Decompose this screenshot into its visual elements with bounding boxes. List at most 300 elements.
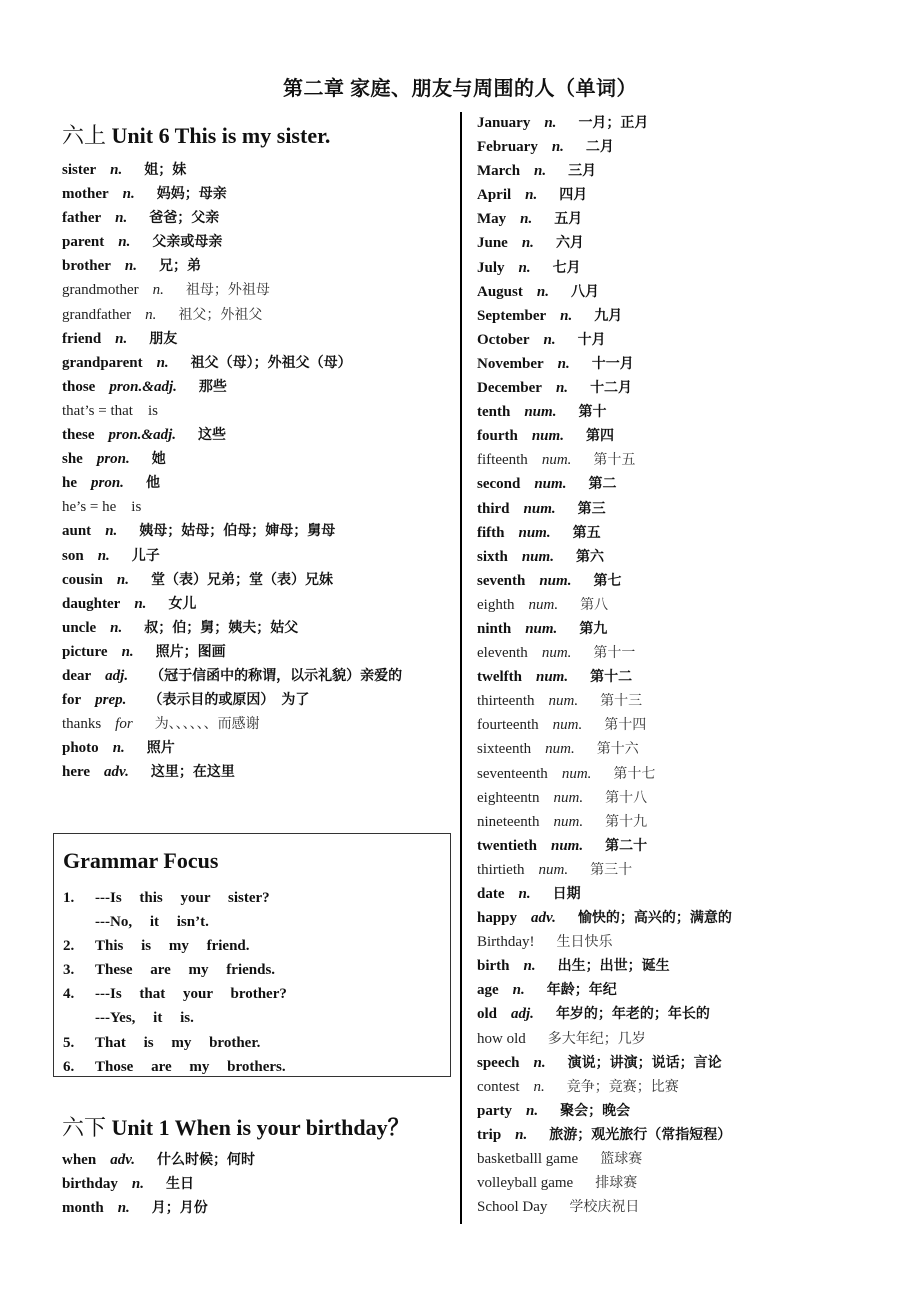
grammar-line (63, 934, 450, 958)
word-entry (477, 280, 907, 304)
word-english: second (477, 476, 521, 493)
word-part-of-speech: n. (521, 235, 534, 252)
word-english: June (477, 235, 508, 252)
word-entry (477, 978, 907, 1002)
word-part-of-speech: n. (533, 1054, 546, 1071)
word-part-of-speech: n. (557, 355, 570, 372)
word-chinese: 第十四 (604, 717, 647, 734)
word-entry (477, 617, 907, 641)
word-chinese: 第十二 (590, 669, 633, 686)
word-part-of-speech: n. (116, 571, 129, 588)
word-chinese: 七月 (552, 259, 581, 276)
word-english: month (62, 1200, 104, 1217)
word-part-of-speech: pron.&adj. (109, 378, 177, 395)
word-english: brother (62, 258, 111, 275)
grammar-line-number: 5. (63, 1034, 75, 1051)
grammar-line-number: 1. (63, 890, 75, 906)
word-chinese: 爸爸；父亲 (149, 210, 220, 227)
word-chinese: 出生；出世；诞生 (557, 958, 670, 975)
word-english: Birthday! (477, 934, 535, 951)
word-english: grandfather (62, 306, 132, 323)
word-english: seventeenth (477, 765, 548, 782)
word-english: he’s = he is (62, 499, 142, 516)
word-chinese: 年岁的；年老的；年长的 (555, 1006, 710, 1023)
word-part-of-speech: n. (110, 619, 123, 636)
word-chinese: 第十一 (593, 645, 636, 662)
word-entry (62, 158, 450, 182)
word-entry (477, 930, 907, 954)
word-english: grandparent (62, 354, 143, 371)
word-chinese: 九月 (594, 307, 623, 324)
word-chinese: 篮球赛 (600, 1151, 643, 1168)
word-entry (477, 810, 907, 834)
word-entry (477, 159, 907, 183)
word-chinese: 第十六 (596, 741, 639, 758)
word-chinese: 日期 (552, 886, 581, 902)
unit6-heading-en: Unit 6 This is my sister. (111, 123, 331, 148)
word-part-of-speech: n. (117, 1200, 130, 1217)
unit1-section (62, 1110, 450, 1220)
word-chinese: 学校庆祝日 (569, 1199, 640, 1216)
grammar-focus-box (53, 833, 451, 1077)
word-entry (62, 592, 450, 616)
word-english: photo (62, 740, 99, 757)
word-part-of-speech: n. (152, 282, 164, 299)
grammar-line-text: Those are my brothers. (95, 1058, 286, 1075)
word-entry (62, 471, 450, 495)
word-chinese: 多大年纪；几岁 (547, 1030, 646, 1047)
word-part-of-speech: n. (560, 307, 573, 324)
word-entry (62, 399, 450, 423)
word-part-of-speech: n. (555, 380, 569, 397)
word-part-of-speech: num. (528, 596, 559, 613)
word-part-of-speech: n. (105, 523, 118, 540)
word-part-of-speech: adv. (531, 910, 556, 927)
word-entry (62, 568, 450, 592)
right-column (477, 111, 907, 1219)
word-entry (62, 423, 450, 447)
word-english: October (477, 331, 530, 348)
word-chinese: 第七 (593, 572, 622, 589)
word-entry (62, 351, 450, 375)
word-entry (62, 447, 450, 471)
word-entry (62, 736, 450, 760)
word-english: July (477, 259, 505, 276)
word-english: speech (477, 1054, 520, 1071)
word-entry (477, 762, 907, 786)
word-chinese: 一月；正月 (578, 115, 649, 131)
word-part-of-speech: n. (118, 234, 131, 251)
word-chinese: 生日 (165, 1176, 194, 1193)
grammar-line (63, 1031, 450, 1055)
word-entry (477, 834, 907, 858)
grammar-line-text: ---Is this your sister? (95, 890, 270, 906)
word-part-of-speech: num. (545, 741, 575, 758)
word-chinese: 儿子 (131, 547, 160, 564)
word-part-of-speech: n. (543, 331, 556, 348)
word-entry (477, 786, 907, 810)
grammar-line-text: This is my friend. (95, 938, 250, 955)
left-column (62, 118, 450, 784)
word-english: seventh (477, 572, 526, 589)
word-entry (477, 1147, 907, 1171)
word-english: when (62, 1152, 97, 1168)
grammar-focus-title: Grammar Focus (63, 848, 219, 873)
word-english: daughter (62, 595, 121, 612)
word-english: old (477, 1006, 498, 1023)
word-entry (477, 882, 907, 906)
word-entry (477, 376, 907, 400)
word-entry (477, 545, 907, 569)
unit1-heading (62, 1110, 450, 1146)
word-chinese: 竞争；竞赛；比赛 (566, 1078, 679, 1095)
word-chinese: 妈妈；母亲 (156, 186, 227, 203)
word-chinese: 十一月 (591, 355, 634, 372)
word-entry (477, 737, 907, 761)
grammar-line-text: ---Is that your brother? (95, 986, 287, 1003)
word-entry (62, 712, 450, 736)
word-entry (62, 254, 450, 278)
word-entry (62, 519, 450, 543)
word-part-of-speech: num. (524, 404, 557, 421)
word-english: fifth (477, 524, 505, 541)
word-english: January (477, 115, 531, 131)
word-chinese: 十月 (577, 331, 606, 348)
word-english: nineteenth (477, 813, 540, 830)
word-entry (477, 1075, 907, 1099)
word-english: date (477, 886, 505, 902)
word-entry (477, 641, 907, 665)
word-chinese: 第九 (579, 620, 608, 637)
word-part-of-speech: n. (124, 258, 137, 275)
word-english: these (62, 427, 95, 444)
word-english: third (477, 500, 510, 517)
word-chinese: 第二 (588, 476, 617, 493)
word-part-of-speech: num. (551, 837, 584, 854)
word-part-of-speech: num. (541, 452, 572, 469)
word-english: birth (477, 958, 510, 975)
word-english: sixteenth (477, 741, 532, 758)
word-english: birthday (62, 1176, 118, 1193)
word-chinese: 生日快乐 (556, 934, 613, 951)
word-entry (477, 472, 907, 496)
grammar-focus-list (63, 886, 450, 1079)
word-english: how old (477, 1030, 526, 1047)
word-entry (62, 206, 450, 230)
word-chinese: 为、、、、、、而感谢 (154, 716, 260, 733)
word-part-of-speech: adv. (110, 1152, 136, 1168)
word-chinese: 姐；妹 (144, 162, 187, 178)
word-english: dear (62, 667, 92, 684)
word-part-of-speech: num. (538, 861, 569, 878)
word-part-of-speech: adj. (105, 667, 129, 684)
word-part-of-speech: n. (121, 643, 134, 660)
word-entry (62, 640, 450, 664)
word-entry (62, 230, 450, 254)
grammar-line (63, 1006, 450, 1030)
word-entry (477, 1051, 907, 1075)
page-title: 第二章 家庭、朋友与周围的人（单词） (283, 78, 637, 100)
word-entry (477, 400, 907, 424)
word-entry (477, 183, 907, 207)
word-part-of-speech: n. (110, 162, 123, 178)
word-entry (62, 1148, 450, 1172)
unit1-heading-cn: 六下 (62, 1115, 107, 1140)
word-part-of-speech: num. (539, 572, 572, 589)
word-entry (62, 278, 450, 302)
word-entry (477, 1123, 907, 1147)
word-english: aunt (62, 523, 92, 540)
word-entry (477, 135, 907, 159)
word-part-of-speech: num. (518, 524, 551, 541)
word-part-of-speech: for (115, 716, 133, 733)
word-english: picture (62, 643, 108, 660)
word-part-of-speech: num. (552, 717, 583, 734)
word-english: friend (62, 330, 102, 347)
word-chinese: 堂（表）兄弟；堂（表）兄妹 (150, 571, 333, 588)
word-chinese: 照片 (146, 740, 175, 757)
word-chinese: 第二十 (605, 837, 648, 854)
unit6-heading (62, 118, 450, 154)
word-entry (62, 1196, 450, 1220)
right-word-list (477, 111, 907, 1219)
word-english: fifteenth (477, 452, 528, 469)
word-english: August (477, 283, 523, 300)
word-chinese: 第八 (580, 596, 609, 613)
word-entry (477, 448, 907, 472)
word-chinese: 五月 (554, 211, 583, 228)
unit1-word-list (62, 1148, 450, 1220)
word-part-of-speech: num. (553, 789, 584, 806)
word-english: mother (62, 186, 109, 203)
word-part-of-speech: n. (131, 1176, 144, 1193)
word-part-of-speech: adv. (104, 764, 129, 781)
word-chinese: 兄；弟 (158, 258, 201, 275)
word-entry (62, 303, 450, 327)
word-entry (477, 352, 907, 376)
word-chinese: 排球赛 (595, 1175, 638, 1192)
word-english: eighth (477, 596, 515, 613)
word-entry (477, 111, 907, 135)
word-english: she (62, 451, 83, 468)
word-part-of-speech: n. (115, 330, 128, 347)
word-part-of-speech: num. (536, 669, 569, 686)
word-entry (62, 182, 450, 206)
word-entry (62, 495, 450, 519)
word-entry (62, 1172, 450, 1196)
word-entry (477, 713, 907, 737)
word-part-of-speech: prep. (95, 692, 127, 709)
word-part-of-speech: n. (115, 210, 128, 227)
word-entry (477, 521, 907, 545)
word-entry (477, 1027, 907, 1051)
word-entry (62, 544, 450, 568)
word-chinese: 旅游；观光旅行（常指短程） (549, 1126, 732, 1143)
word-chinese: 父亲或母亲 (152, 234, 223, 251)
word-chinese: 照片；图画 (155, 643, 226, 660)
word-chinese: 月；月份 (151, 1200, 208, 1217)
word-english: February (477, 139, 538, 156)
word-chinese: 这些 (198, 427, 227, 444)
word-entry (62, 375, 450, 399)
word-part-of-speech: n. (134, 595, 147, 612)
word-english: fourth (477, 428, 518, 445)
word-entry (477, 689, 907, 713)
word-english: here (62, 764, 91, 781)
word-chinese: 第五 (572, 524, 601, 541)
word-entry (477, 1099, 907, 1123)
word-entry (62, 616, 450, 640)
unit1-heading-en: Unit 1 When is your birthday？ (111, 1115, 410, 1140)
grammar-line-text: These are my friends. (95, 962, 276, 979)
word-chinese: 第三十 (590, 861, 633, 878)
grammar-line-text: ---Yes, it is. (95, 1010, 194, 1027)
word-chinese: 第四 (585, 428, 614, 445)
unit6-word-list (62, 158, 450, 784)
word-part-of-speech: pron.&adj. (108, 427, 177, 444)
grammar-line-text: That is my brother. (95, 1034, 261, 1051)
word-part-of-speech: n. (515, 1126, 528, 1143)
word-chinese: 祖父；外祖父 (178, 306, 263, 323)
word-part-of-speech: n. (520, 211, 533, 228)
word-entry (477, 328, 907, 352)
word-english: twelfth (477, 669, 522, 686)
word-entry (62, 664, 450, 688)
word-part-of-speech: n. (551, 139, 564, 156)
word-english: twentieth (477, 837, 537, 854)
word-entry (477, 665, 907, 689)
word-english: those (62, 378, 96, 395)
grammar-line-text: ---No, it isn’t. (95, 914, 209, 931)
word-part-of-speech: num. (531, 428, 564, 445)
word-english: son (62, 547, 84, 564)
word-entry (62, 760, 450, 784)
word-part-of-speech: num. (523, 500, 556, 517)
word-part-of-speech: num. (521, 548, 554, 565)
word-english: uncle (62, 619, 97, 636)
word-english: trip (477, 1126, 502, 1143)
word-english: parent (62, 234, 105, 251)
column-divider (460, 112, 462, 1224)
word-part-of-speech: num. (553, 813, 584, 830)
word-chinese: 十二月 (590, 380, 633, 397)
word-english: eleventh (477, 645, 528, 662)
word-part-of-speech: n. (156, 354, 169, 371)
grammar-line-number: 4. (63, 986, 75, 1003)
word-part-of-speech: num. (548, 693, 579, 710)
grammar-line (63, 958, 450, 982)
word-entry (477, 1002, 907, 1026)
word-chinese: 第十 (578, 404, 607, 421)
word-part-of-speech: n. (97, 547, 110, 564)
word-chinese: 演说；讲演；说话；言论 (567, 1054, 722, 1071)
word-entry (62, 327, 450, 351)
word-english: for (62, 692, 82, 709)
word-english: grandmother (62, 282, 139, 299)
word-chinese: 三月 (568, 163, 597, 180)
word-part-of-speech: n. (112, 740, 125, 757)
word-english: tenth (477, 404, 511, 421)
word-entry (477, 593, 907, 617)
word-part-of-speech: n. (512, 982, 525, 999)
word-chinese: （冠于信函中的称谓，以示礼貌）亲爱的 (150, 667, 403, 684)
word-chinese: 年龄；年纪 (546, 982, 617, 999)
word-chinese: 二月 (585, 139, 614, 156)
word-english: father (62, 210, 102, 227)
word-part-of-speech: n. (526, 1102, 539, 1119)
word-chinese: 女儿 (168, 595, 197, 612)
word-part-of-speech: n. (534, 163, 547, 180)
word-chinese: 六月 (555, 235, 584, 252)
unit6-heading-cn: 六上 (62, 123, 107, 148)
word-english: April (477, 187, 512, 204)
word-chinese: 什么时候；何时 (157, 1152, 256, 1168)
word-english: happy (477, 910, 518, 927)
word-part-of-speech: n. (518, 259, 531, 276)
word-entry (477, 207, 907, 231)
word-entry (477, 497, 907, 521)
word-english: that’s = that is (62, 402, 158, 419)
word-entry (477, 231, 907, 255)
word-part-of-speech: adj. (511, 1006, 534, 1023)
word-part-of-speech: n. (536, 283, 549, 300)
word-part-of-speech: num. (541, 645, 572, 662)
word-part-of-speech: n. (533, 1078, 545, 1095)
word-chinese: （表示目的或原因） 为了 (148, 692, 310, 709)
word-chinese: 第六 (575, 548, 604, 565)
word-chinese: 祖父（母）；外祖父（母） (190, 354, 352, 371)
word-chinese: 朋友 (149, 330, 178, 347)
word-chinese: 第十三 (600, 693, 643, 710)
word-english: he (62, 475, 77, 492)
word-part-of-speech: n. (145, 306, 157, 323)
grammar-line (63, 910, 450, 934)
word-entry (62, 688, 450, 712)
word-part-of-speech: num. (525, 620, 558, 637)
word-chinese: 四月 (559, 187, 588, 204)
word-english: September (477, 307, 547, 324)
grammar-line-number: 6. (63, 1058, 75, 1075)
word-part-of-speech: pron. (91, 475, 124, 492)
word-english: fourteenth (477, 717, 539, 734)
word-english: party (477, 1102, 512, 1119)
word-entry (477, 304, 907, 328)
word-chinese: 叔；伯；舅；姨夫；姑父 (144, 619, 299, 636)
word-english: May (477, 211, 507, 228)
word-part-of-speech: n. (523, 958, 536, 975)
word-english: ninth (477, 620, 512, 637)
word-chinese: 聚会；晚会 (560, 1102, 631, 1119)
word-entry (477, 954, 907, 978)
word-chinese: 第十八 (605, 789, 648, 806)
word-entry (477, 569, 907, 593)
word-chinese: 这里；在这里 (150, 764, 235, 781)
word-chinese: 第三 (577, 500, 606, 517)
word-english: sister (62, 162, 97, 178)
word-english: sixth (477, 548, 508, 565)
word-part-of-speech: num. (561, 765, 592, 782)
word-english: March (477, 163, 521, 180)
word-chinese: 祖母；外祖母 (185, 282, 270, 299)
word-english: thirteenth (477, 693, 535, 710)
word-entry (477, 906, 907, 930)
word-english: thirtieth (477, 861, 525, 878)
word-chinese: 第十七 (613, 765, 656, 782)
grammar-line (63, 982, 450, 1006)
word-part-of-speech: pron. (96, 451, 130, 468)
word-chinese: 愉快的；高兴的；满意的 (577, 910, 732, 927)
word-chinese: 那些 (198, 378, 227, 395)
